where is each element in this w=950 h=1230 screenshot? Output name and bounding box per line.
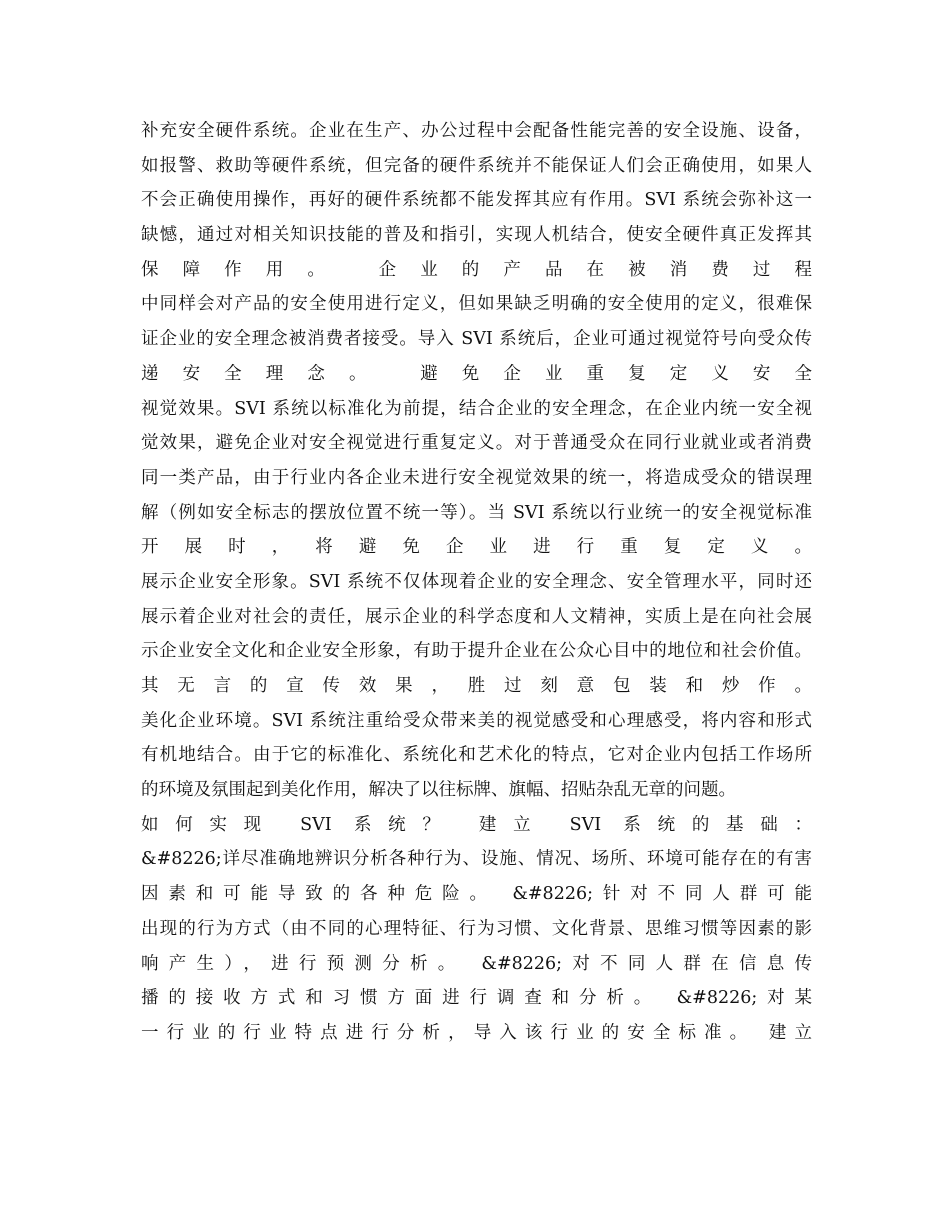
text-line: 播的接收方式和习惯方面进行调查和分析。 &#8226;对某 bbox=[141, 988, 812, 1009]
text-line: 其 无 言 的 宣 传 效 果 ， 胜 过 刻 意 包 装 和 炒 作 。 bbox=[141, 676, 812, 696]
text-line: 视觉效果。SVI 系统以标准化为前提，结合企业的安全理念，在企业内统一安全视 bbox=[141, 398, 812, 419]
text-line: 示企业安全文化和企业安全形象，有助于提升企业在公众心目中的地位和社会价值。 bbox=[141, 641, 812, 662]
text-line: 因素和可能导致的各种危险。 &#8226;针对不同人群可能 bbox=[141, 884, 812, 905]
text-line: 的环境及氛围起到美化作用，解决了以往标牌、旗幅、招贴杂乱无章的问题。 bbox=[141, 780, 736, 801]
text-line: 有机地结合。由于它的标准化、系统化和艺术化的特点，它对企业内包括工作场所 bbox=[141, 745, 812, 766]
text-line: 补充安全硬件系统。企业在生产、办公过程中会配备性能完善的安全设施、设备， bbox=[141, 121, 812, 141]
text-line: 觉效果，避免企业对安全视觉进行重复定义。对于普通受众在同行业就业或者消费 bbox=[141, 433, 812, 454]
text-line: 展示着企业对社会的责任，展示企业的科学态度和人文精神，实质上是在向社会展 bbox=[141, 606, 812, 627]
text-line: 如报警、救助等硬件系统，但完备的硬件系统并不能保证人们会正确使用，如果人 bbox=[141, 155, 812, 176]
text-line: 保障作用。 企业的产品在被消费过程 bbox=[141, 259, 812, 280]
text-line: 如何实现 SVI 系统？ 建立 SVI 系统的基础： bbox=[141, 814, 812, 835]
text-line: 不会正确使用操作，再好的硬件系统都不能发挥其应有作用。SVI 系统会弥补这一 bbox=[141, 190, 812, 211]
text-line: &#8226;详尽准确地辨识分析各种行为、设施、情况、场所、环境可能存在的有害 bbox=[141, 849, 812, 870]
text-line: 中同样会对产品的安全使用进行定义，但如果缺乏明确的安全使用的定义，很难保 bbox=[141, 294, 812, 315]
text-line: 解（例如安全标志的摆放位置不统一等）。当 SVI 系统以行业统一的安全视觉标准 bbox=[141, 502, 812, 523]
text-line: 美化企业环境。SVI 系统注重给受众带来美的视觉感受和心理感受，将内容和形式 bbox=[141, 710, 812, 731]
text-line: 缺憾，通过对相关知识技能的普及和指引，实现人机结合，使安全硬件真正发挥其 bbox=[141, 225, 812, 246]
text-line: 出现的行为方式（由不同的心理特征、行为习惯、文化背景、思维习惯等因素的影 bbox=[141, 918, 812, 939]
text-line: 同一类产品，由于行业内各企业未进行安全视觉效果的统一，将造成受众的错误理 bbox=[141, 467, 812, 488]
text-line: 证企业的安全理念被消费者接受。导入 SVI 系统后，企业可通过视觉符号向受众传 bbox=[141, 329, 812, 350]
text-line: 响产生），进行预测分析。 &#8226;对不同人群在信息传 bbox=[141, 953, 812, 974]
body-text bbox=[141, 114, 812, 1051]
text-line: 展示企业安全形象。SVI 系统不仅体现着企业的安全理念、安全管理水平，同时还 bbox=[141, 571, 812, 592]
text-line: 开 展 时 ， 将 避 免 企 业 进 行 重 复 定 义 。 bbox=[141, 537, 812, 558]
text-line: 一行业的行业特点进行分析，导入该行业的安全标准。 建立 bbox=[141, 1022, 812, 1043]
text-line: 递安全理念。 避免企业重复定义安全 bbox=[141, 363, 812, 384]
